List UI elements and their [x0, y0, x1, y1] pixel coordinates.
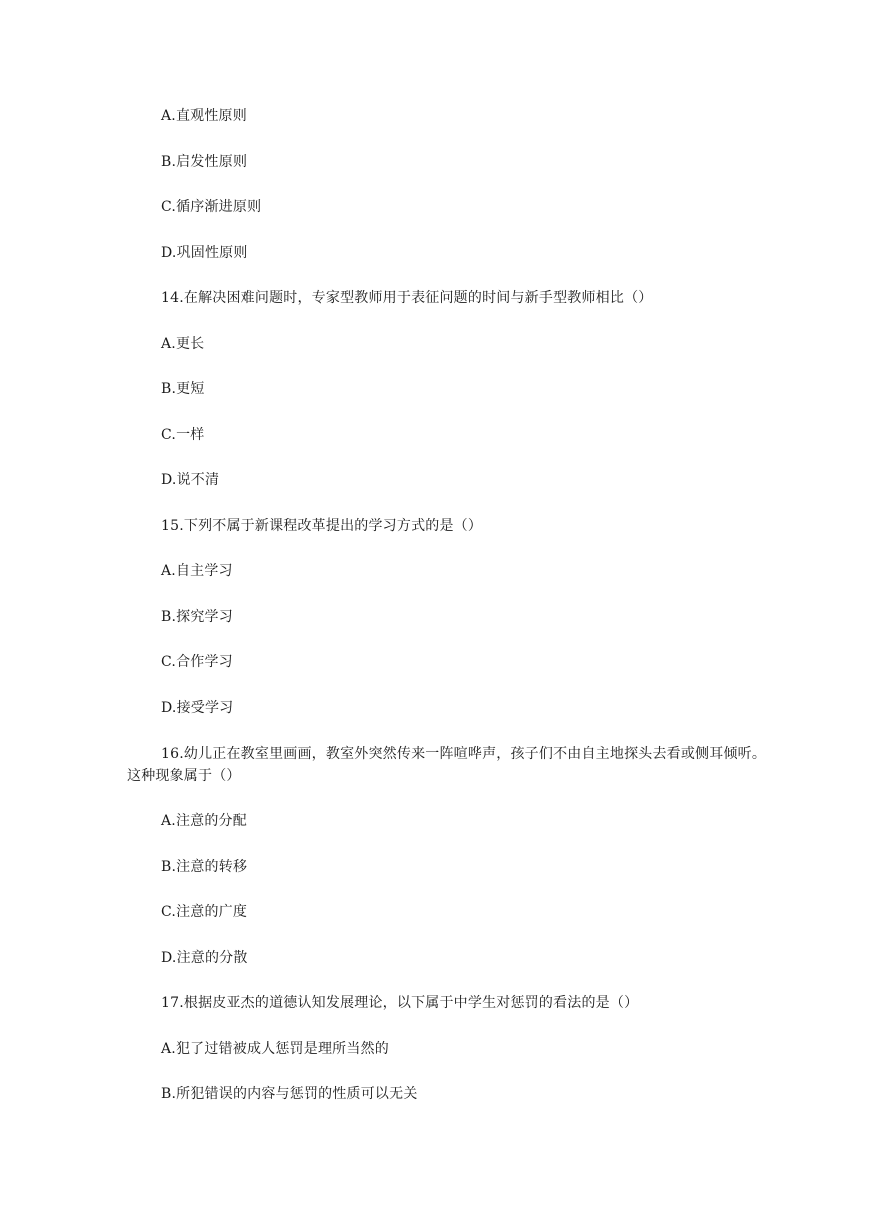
q13-option-a: A.直观性原则	[161, 108, 247, 124]
q15-option-c: C.合作学习	[161, 654, 233, 670]
q15-option-d: D.接受学习	[161, 700, 234, 716]
q17-stem: 17.根据皮亚杰的道德认知发展理论，以下属于中学生对惩罚的看法的是（）	[161, 995, 639, 1011]
q14-option-c: C.一样	[161, 427, 205, 443]
q16-option-d: D.注意的分散	[161, 950, 248, 966]
q14-option-d: D.说不清	[161, 472, 220, 488]
q13-option-d: D.巩固性原则	[161, 245, 248, 261]
q13-option-b: B.启发性原则	[161, 154, 248, 170]
q17-option-b: B.所犯错误的内容与惩罚的性质可以无关	[161, 1086, 418, 1102]
q17-option-a: A.犯了过错被成人惩罚是理所当然的	[161, 1041, 389, 1057]
q15-stem: 15.下列不属于新课程改革提出的学习方式的是（）	[161, 518, 483, 534]
q15-option-a: A.自主学习	[161, 563, 233, 579]
q16-stem: 16.幼儿正在教室里画画，教室外突然传来一阵喧哗声，孩子们不由自主地探头去看或侧耳倾听。这种现象属于（）	[127, 746, 767, 784]
q14-option-b: B.更短	[161, 381, 205, 397]
q16-option-b: B.注意的转移	[161, 859, 248, 875]
q13-option-c: C.循序渐进原则	[161, 199, 262, 215]
q14-stem: 14.在解决困难问题时，专家型教师用于表征问题的时间与新手型教师相比（）	[161, 290, 653, 306]
q16-option-a: A.注意的分配	[161, 813, 247, 829]
q16-option-c: C.注意的广度	[161, 904, 248, 920]
q15-option-b: B.探究学习	[161, 609, 233, 625]
q14-option-a: A.更长	[161, 336, 205, 352]
